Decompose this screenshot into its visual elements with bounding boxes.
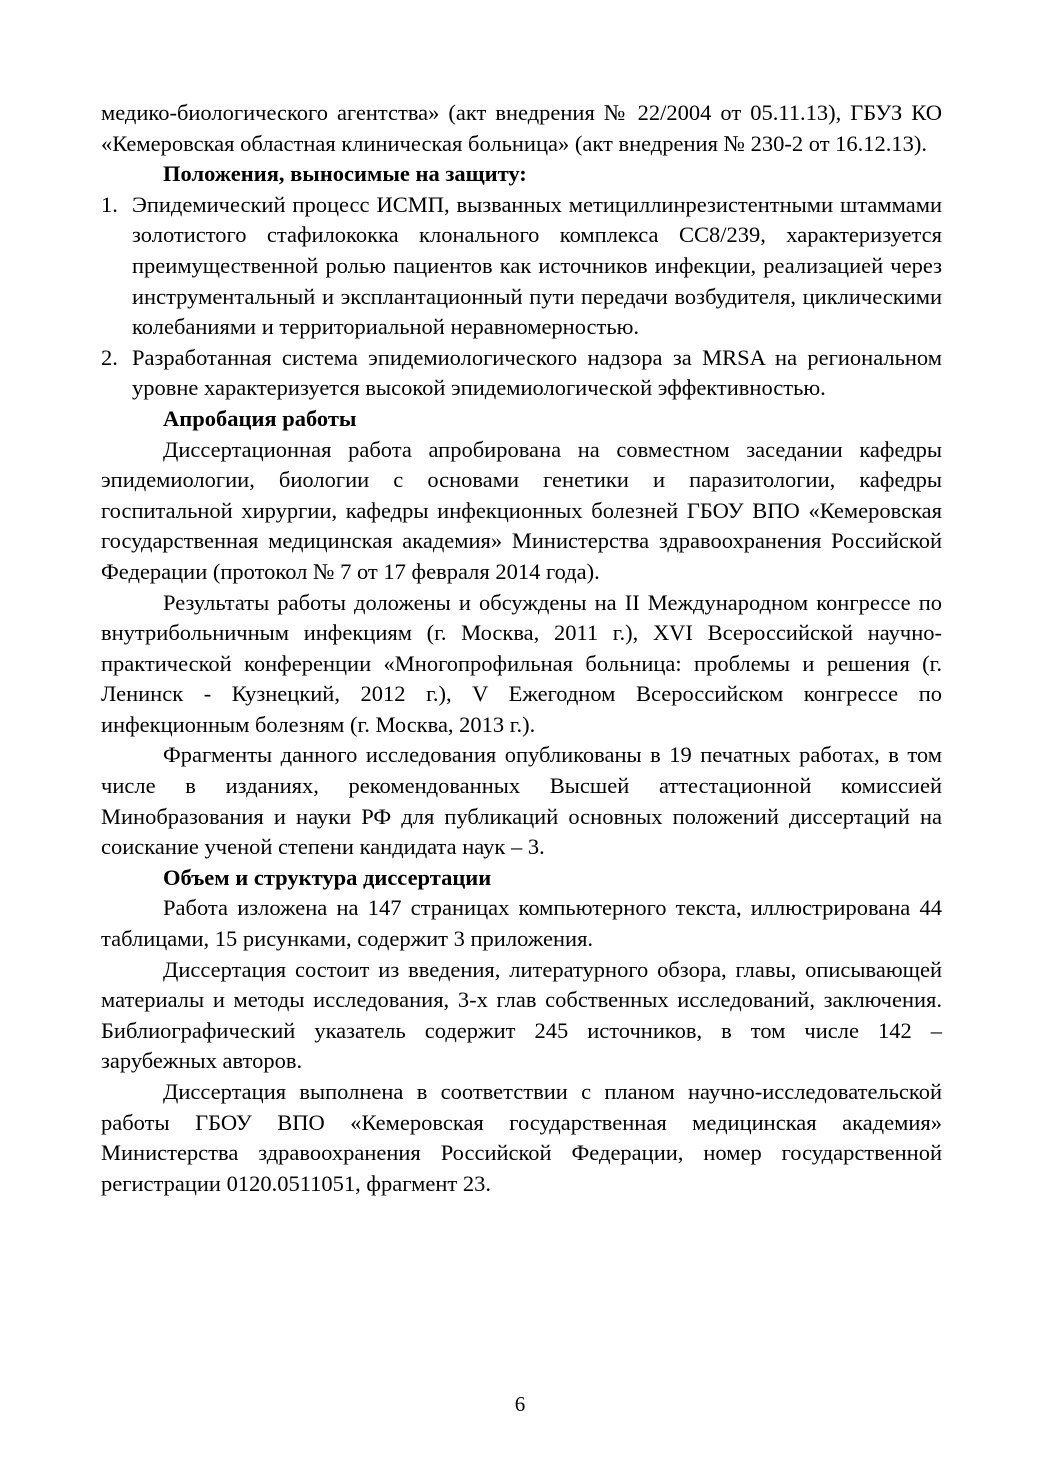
list-item-text: Разработанная система эпидемиологического надзора за MRSA на региональном уровне характеризуется высокой эпидемиологической эффективностью. [132,344,942,401]
list-item-number: 1. [101,191,118,217]
page-number: 6 [514,1392,526,1416]
paragraph-intro: медико-биологического агентства» (акт внедрения № 22/2004 от 05.11.13), ГБУЗ КО «Кемеровская областная клиническая больница» (акт внедрения № 230-2 от 16.12.13). [101,100,942,156]
paragraph-approbation-2: Результаты работы доложены и обсуждены на II Международном конгрессе по внутрибольничным инфекциям (г. Москва, 2011 г.), XVI Всероссийской научно-практической конференции «Многопрофильная больница: проблемы и решения (г. Ленинск - Кузнецкий, 2012 г.), V Ежегодном Всероссийском конгрессе по инфекционным болезням (г. Москва, 2013 г.). [101,589,942,737]
heading-structure: Объем и структура диссертации [163,864,492,890]
list-item [101,343,942,404]
theses-list [101,190,942,404]
list-item [101,190,942,343]
list-item-number: 2. [101,344,118,370]
paragraph-structure-2: Диссертация состоит из введения, литературного обзора, главы, описывающей материалы и методы исследования, 3-х глав собственных исследований, заключения. Библиографический указатель содержит 245 источников, в том числе 142 – зарубежных авторов. [101,956,942,1074]
heading-approbation: Апробация работы [163,405,357,431]
document-body [101,98,942,1199]
paragraph-structure-1: Работа изложена на 147 страницах компьютерного текста, иллюстрирована 44 таблицами, 15 рисунками, содержит 3 приложения. [101,895,942,952]
heading-theses: Положения, выносимые на защиту: [163,161,527,187]
list-item-text: Эпидемический процесс ИСМП, вызванных метициллинрезистентными штаммами золотистого стафилококка клонального комплекса СС8/239, характеризуется преимущественной ролью пациентов как источников инфекции, реализацией через инструментальный и эксплантационный пути передачи возбудителя, циклическими колебаниями и территориальной неравномерностью. [132,191,942,340]
paragraph-approbation-3: Фрагменты данного исследования опубликованы в 19 печатных работах, в том числе в изданиях, рекомендованных Высшей аттестационной комиссией Минобразования и науки РФ для публикаций основных положений диссертаций на соискание ученой степени кандидата наук – 3. [101,742,942,860]
paragraph-structure-3: Диссертация выполнена в соответствии с планом научно-исследовательской работы ГБОУ ВПО «Кемеровская государственная медицинская академия» Министерства здравоохранения Российской Федерации, номер государственной регистрации 0120.0511051, фрагмент 23. [101,1079,942,1196]
paragraph-approbation-1: Диссертационная работа апробирована на совместном заседании кафедры эпидемиологии, биологии с основами генетики и паразитологии, кафедры госпитальной хирургии, кафедры инфекционных болезней ГБОУ ВПО «Кемеровская государственная медицинская академия» Министерства здравоохранения Российской Федерации (протокол № 7 от 17 февраля 2014 года). [101,436,942,584]
